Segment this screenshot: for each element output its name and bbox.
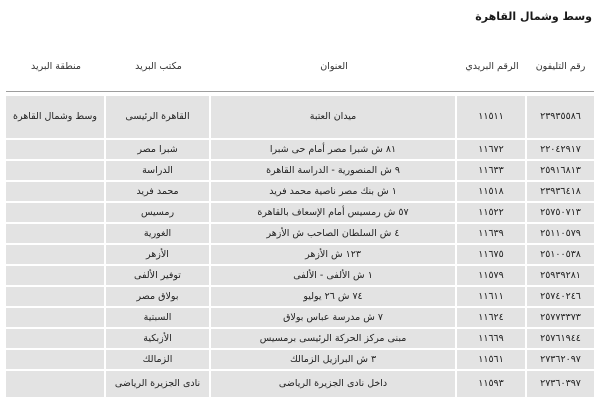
- zip-cell: ١١٦٧٥: [457, 245, 527, 264]
- header-region: منطقة البريد: [31, 61, 81, 72]
- table-row: [6, 96, 594, 140]
- address-cell: داخل نادى الجزيرة الرياضى: [211, 371, 457, 397]
- region-cell: [6, 203, 106, 222]
- zip-cell: ١١٦٣٩: [457, 224, 527, 243]
- table-row: [6, 245, 594, 266]
- table-row: [6, 266, 594, 287]
- zip-cell: ١١٥٦١: [457, 350, 527, 369]
- office-cell: الأزبكية: [106, 329, 211, 348]
- table-row: [6, 161, 594, 182]
- zip-cell: ١١٥٧٩: [457, 266, 527, 285]
- phone-cell: ٢٥٧٦١٩٤٤: [540, 332, 581, 344]
- table-row: [6, 287, 594, 308]
- phone-cell: ٢٥١١٠٥٧٩: [540, 227, 581, 239]
- zip-cell: ١١٦٦٩: [457, 329, 527, 348]
- address-cell: ٨١ ش شبرا مصر أمام حى شبرا: [211, 140, 457, 159]
- office-cell: توفير الألفى: [106, 266, 211, 285]
- office-cell: محمد فريد: [106, 182, 211, 201]
- office-cell: القاهرة الرئيسى: [106, 96, 211, 138]
- office-cell: الدراسة: [106, 161, 211, 180]
- zip-cell: ١١٦٧٢: [457, 140, 527, 159]
- table-row: [6, 371, 594, 399]
- phone-cell: ٢٥٩١٦٨١٣: [540, 164, 581, 176]
- office-cell: السبتية: [106, 308, 211, 327]
- header-address: العنوان: [320, 61, 348, 72]
- region-cell: [6, 182, 106, 201]
- phone-cell: ٢٥١٠٠٥٣٨: [540, 248, 581, 260]
- region-cell: [6, 329, 106, 348]
- phone-cell: ٢٧٣٦٢٠٩٧: [540, 353, 581, 365]
- address-cell: ٥٧ ش رمسيس أمام الإسعاف بالقاهرة: [211, 203, 457, 222]
- zip-cell: ١١٦٣٣: [457, 161, 527, 180]
- header-office: مكتب البريد: [135, 61, 182, 72]
- table-header: [6, 61, 594, 92]
- region-cell: [6, 224, 106, 243]
- page-title: وسط وشمال القاهرة: [475, 10, 592, 23]
- address-cell: ٧٤ ش ٢٦ يوليو: [211, 287, 457, 306]
- region-cell: [6, 308, 106, 327]
- region-cell: [6, 266, 106, 285]
- zip-cell: ١١٦٢٤: [457, 308, 527, 327]
- header-phone: رقم التليفون: [535, 61, 586, 72]
- address-cell: ٩ ش المنصورية - الدراسة القاهرة: [211, 161, 457, 180]
- region-cell: وسط وشمال القاهرة: [6, 96, 106, 138]
- post-offices-table: [6, 61, 594, 399]
- phone-cell: ٢٥٧٤٠٢٤٦: [540, 290, 581, 302]
- address-cell: ٧ ش مدرسة عباس بولاق: [211, 308, 457, 327]
- table-row: [6, 329, 594, 350]
- region-cell: [6, 371, 106, 397]
- zip-cell: ١١٦١١: [457, 287, 527, 306]
- address-cell: ١٢٣ ش الأزهر: [211, 245, 457, 264]
- table-row: [6, 140, 594, 161]
- address-cell: ١ ش بنك مصر ناصية محمد فريد: [211, 182, 457, 201]
- region-cell: [6, 140, 106, 159]
- office-cell: رمسيس: [106, 203, 211, 222]
- region-cell: [6, 245, 106, 264]
- table-row: [6, 182, 594, 203]
- office-cell: الزمالك: [106, 350, 211, 369]
- address-cell: مبنى مركز الحركة الرئيسى برمسيس: [211, 329, 457, 348]
- address-cell: ميدان العتبة: [211, 96, 457, 138]
- zip-cell: ١١٥٢٢: [457, 203, 527, 222]
- table-row: [6, 350, 594, 371]
- region-cell: [6, 350, 106, 369]
- office-cell: شبرا مصر: [106, 140, 211, 159]
- address-cell: ٣ ش البرازيل الزمالك: [211, 350, 457, 369]
- phone-cell: ٢٥٩٣٩٢٨١: [540, 269, 581, 281]
- phone-cell: ٢٥٧٥٠٧١٣: [540, 206, 581, 218]
- office-cell: نادى الجزيرة الرياضى: [106, 371, 211, 397]
- table-row: [6, 308, 594, 329]
- office-cell: الأزهر: [106, 245, 211, 264]
- office-cell: بولاق مصر: [106, 287, 211, 306]
- table-row: [6, 203, 594, 224]
- phone-cell: ٢٥٧٧٣٣٧٣: [540, 311, 581, 323]
- phone-cell: ٢٧٣٦٠٣٩٧: [540, 378, 581, 389]
- zip-cell: ١١٥١١: [457, 96, 527, 138]
- table-row: [6, 224, 594, 245]
- phone-cell: ٢٢٠٤٢٩١٧: [540, 143, 581, 155]
- header-zip: الرقم البريدي: [465, 61, 519, 72]
- phone-cell: ٢٣٩٣٥٥٨٦: [540, 111, 581, 122]
- address-cell: ٤ ش السلطان الصاحب ش الأزهر: [211, 224, 457, 243]
- zip-cell: ١١٥٩٣: [457, 371, 527, 397]
- office-cell: الغورية: [106, 224, 211, 243]
- phone-cell: ٢٣٩٣٦٤١٨: [540, 185, 581, 197]
- region-cell: [6, 161, 106, 180]
- region-cell: [6, 287, 106, 306]
- address-cell: ١ ش الألفى - الألفى: [211, 266, 457, 285]
- zip-cell: ١١٥١٨: [457, 182, 527, 201]
